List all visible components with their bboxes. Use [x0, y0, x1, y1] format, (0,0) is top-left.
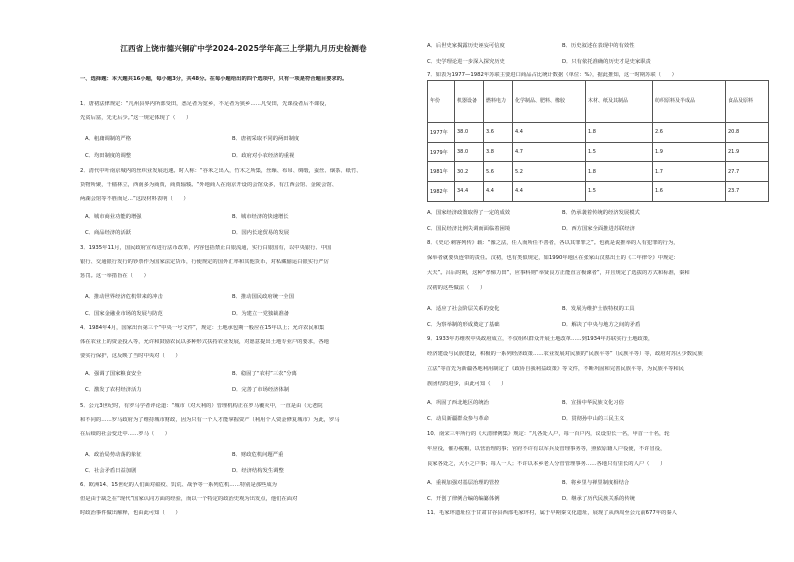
q5-option-a[interactable]: A．政治局势动荡的象征 — [85, 452, 142, 458]
q7-option-c[interactable]: C．国民经济比例失调而面临着困境 — [427, 226, 511, 232]
q7-stem: 7．如表为1977—1982年苏联主要进口商品占比统计数据（单位：%），据此推知，这一时期苏联（ ） — [427, 72, 677, 78]
q9-option-d[interactable]: D．贯彻孙中山的三民主义 — [562, 416, 625, 422]
q11-line-1: 11．毛家坪遗址位于甘肃甘谷县西部毛家坪村，属于早期秦文化遗址，展现了从西周至公元前677年的秦人 — [427, 510, 677, 516]
q8-option-d[interactable]: D．解决了中央与地方之间的矛盾 — [562, 322, 641, 328]
q4-option-c[interactable]: C．激发了农村经济活力 — [85, 387, 142, 393]
table-cell: 4.4 — [484, 182, 513, 202]
table-cell: 1.7 — [653, 162, 726, 182]
table-cell: 38.0 — [455, 142, 484, 162]
q6-option-b[interactable]: B．历史叙述在表现中的有效性 — [562, 43, 635, 49]
q2-line-2: 货物所聚，千樯林立，西南多为商贾，商贾辐辏。“外地商人在南京开设的会馆众多，有江西会馆、金陵会馆、 — [80, 182, 337, 188]
table-cell: 27.7 — [726, 162, 769, 182]
table-cell: 34.4 — [455, 182, 484, 202]
q2-line-3: 两湖会馆等不胜而足…”这段材料表明（ ） — [80, 196, 189, 202]
q3-option-b[interactable]: B．推动国民政府统一全国 — [232, 294, 294, 300]
q5-option-c[interactable]: C．社会矛盾日益加剧 — [85, 468, 137, 474]
table-cell: 4.4 — [513, 123, 586, 143]
table-cell: 1.5 — [586, 142, 653, 162]
table-row — [428, 142, 769, 162]
table-cell: 1977年 — [428, 123, 455, 143]
q4-line-2: 体在农业上的资金投入等，允许和鼓励农民以多种形式扶持农业发展，对愿意提出土地专业户的要求，各地 — [80, 339, 329, 345]
import-data-table — [427, 80, 769, 202]
q4-option-b[interactable]: B．稳固了“农村”三农”分离 — [232, 371, 297, 377]
table-header-cell: 木材、纸及其制品 — [586, 81, 653, 123]
table-cell: 1.5 — [586, 182, 653, 202]
table-header-cell: 机器设备 — [455, 81, 484, 123]
q2-option-b[interactable]: B．城市经济的快速增长 — [232, 214, 289, 220]
q2-option-d[interactable]: D．国内长途贸易的发展 — [232, 230, 290, 236]
q5-line-3: 在后续的社会变迁中……罗马（ ） — [80, 431, 171, 437]
q2-option-c[interactable]: C．商品经济的活跃 — [85, 230, 132, 236]
q9-line-2: 经济建设与民族建设，积极的一系列经济政策……农业发展对民族的“民族平等”（民族平等）等，政府对苏区少数民族 — [427, 351, 703, 357]
table-header-cell: 化学制品、肥料、橡胶 — [513, 81, 586, 123]
table-cell: 4.7 — [513, 142, 586, 162]
table-cell: 1.8 — [586, 162, 653, 182]
table-header-row — [428, 81, 769, 123]
q2-line-1: 2．清代中叶南京城内的丝织业发展迅速。时人称：“谷米之出入，竹木之所集，丝缫、布帛、绸缎，蚕丝、烟茶、纸竹、 — [80, 168, 362, 174]
q5-line-2: 和不同的……罗马政府为了维持城市财政，因为只有一个人才能掌握资产（利用个人资金修复城市）为此，罗马 — [80, 417, 340, 423]
q6-option-c[interactable]: C．史学理论进一步深入探究历史 — [427, 59, 505, 65]
q5-option-b[interactable]: B．财政危机问题严重 — [232, 452, 284, 458]
q6-option-a[interactable]: A．后世史家揭露历史诬妄可信度 — [427, 43, 505, 49]
table-cell: 5.6 — [484, 162, 513, 182]
q8-option-c[interactable]: C．为察举制的形成奠定了基础 — [427, 322, 500, 328]
q3-line-1: 3．1935年11月，国民政府宣布进行法币改革，内容包括禁止白银流通，实行白银国有，以中央银行、中国 — [80, 245, 332, 251]
q3-option-a[interactable]: A．推动世界经济危机带来的冲击 — [85, 294, 163, 300]
table-cell: 1979年 — [428, 142, 455, 162]
q7-option-b[interactable]: B．仍承袭着传统的经济发展模式 — [562, 210, 640, 216]
q6-option-d[interactable]: D．只有依托准确的历史才是史家职责 — [562, 59, 651, 65]
q5-option-d[interactable]: D．经济结构发生调整 — [232, 468, 284, 474]
q10-option-b[interactable]: B．将乡里与禅里制度相结合 — [562, 480, 630, 486]
section-heading: 一、选择题：本大题共16小题，每小题3分，共48分。在每小题给出的四个选项中，只有一项是符合题目要求的。 — [80, 76, 348, 82]
q8-line-2: 保举者就要负连带的责任。汉初，也有类似规定，如1990年地区在张家山汉墓出土的《二年律令》中规定： — [427, 255, 679, 261]
table-cell: 38.0 — [455, 123, 484, 143]
q9-line-4: 族团结的进步，由此可知（ ） — [427, 381, 507, 387]
q6-line-3: 时政治事件做出解释，也由此可知（ ） — [80, 510, 181, 516]
table-cell: 1.9 — [653, 142, 726, 162]
table-cell: 23.7 — [726, 182, 769, 202]
table-row — [428, 123, 769, 143]
q6-line-1: 6．欧洲14、15世纪的人们面对瘟疫、饥荒、战争等一系列危机……特别是那些成为 — [80, 482, 277, 488]
exam-title: 江西省上饶市德兴铜矿中学2024-2025学年高三上学期九月历史检测卷 — [120, 44, 367, 53]
q10-line-2: 年应役，催办税粮，以营治理的事；官府不许有以军兵及管理事务等，照依原籍人户役使，不许冒役， — [427, 446, 666, 452]
q4-line-1: 4．1984年4月，国家出台第三个“中央一号文件”，规定：土地承包期一般应在15年以上；允许农民和集 — [80, 325, 325, 331]
q7-option-a[interactable]: A．国家经济政策取得了一定的成效 — [427, 210, 511, 216]
q3-line-2: 银行、交通银行发行的钞票作为国家法定货币，行使规定的国外汇率和其他货币，对私藏偷运白银实行严厉 — [80, 259, 329, 265]
table-cell: 1981年 — [428, 162, 455, 182]
q4-option-d[interactable]: D．完善了市场经济体制 — [232, 387, 290, 393]
q10-option-d[interactable]: D．继承了历代民族关系的传统 — [562, 496, 635, 502]
q10-line-1: 10．南宋三年所行的《大清律例集》规定：“凡各处人户，每一百户内，议设里长一名，甲首一十名，轮 — [427, 431, 670, 437]
q3-line-3: 惩罚。这一举措旨在（ ） — [80, 273, 149, 279]
q8-line-3: 大夫”。吕后时期，这种“孝悌力田”，应事科则“举贤良方正能直言极谏者”，并且规定了选拔的方式和标准，秦和 — [427, 270, 690, 276]
table-header-cell: 纺织原料及半成品 — [653, 81, 726, 123]
q8-line-4: 汉初的这些做法（ ） — [427, 285, 486, 291]
q10-option-a[interactable]: A．重视加强对基层治理的管控 — [427, 480, 500, 486]
table-cell: 2.6 — [653, 123, 726, 143]
table-header-cell: 燃料电力 — [484, 81, 513, 123]
q1-option-c[interactable]: C．均田制度的调整 — [85, 153, 132, 159]
table-cell: 3.8 — [484, 142, 513, 162]
table-cell: 21.9 — [726, 142, 769, 162]
q8-option-a[interactable]: A．适应了社会阶层关系的变化 — [427, 306, 500, 312]
q9-line-1: 9．1933年苏维埃中央政府成立，不仅组织群众开展土地改革……到1934年苏联实行土地政策， — [427, 336, 654, 342]
q9-option-b[interactable]: B．宣扬中华民族文化习俗 — [562, 400, 624, 406]
table-header-cell: 食品及原料 — [726, 81, 769, 123]
q10-option-c[interactable]: C．开创了律例合编的编纂体例 — [427, 496, 500, 502]
q9-option-c[interactable]: C．动员新疆群众参与革命 — [427, 416, 489, 422]
q1-option-b[interactable]: B．唐初采取不同的两田制度 — [232, 136, 300, 142]
table-row — [428, 162, 769, 182]
q7-option-d[interactable]: D．西方国家全面推进苏联经济 — [562, 226, 635, 232]
q8-option-b[interactable]: B．发展为维护士族特权的工具 — [562, 306, 635, 312]
q1-line-2: 先贫后富，先无后少。”这一规定体现了（ ） — [80, 115, 192, 121]
table-header-cell: 年份 — [428, 81, 455, 123]
table-cell: 20.8 — [726, 123, 769, 143]
q6-line-2: 但是由于缺乏在“现代”国家认同方面的经验，而以一个特定的政治史观为出发点，他们在面对 — [80, 496, 298, 502]
table-cell: 3.6 — [484, 123, 513, 143]
table-cell: 30.2 — [455, 162, 484, 182]
q4-line-3: 要实行保护，这反映了当时中央对（ ） — [80, 353, 181, 359]
q4-option-a[interactable]: A．强调了国家粮食安全 — [85, 371, 142, 377]
q9-option-a[interactable]: A．巩固了西北地区的统治 — [427, 400, 489, 406]
table-cell: 1982年 — [428, 182, 455, 202]
q1-option-a[interactable]: A．租庸调制的严格 — [85, 136, 131, 142]
q2-option-a[interactable]: A．城市商业功能的增强 — [85, 214, 142, 220]
q3-option-c[interactable]: C．国家金融业市场的发展与防范 — [85, 311, 163, 317]
table-cell: 5.2 — [513, 162, 586, 182]
q1-line-1: 1．唐初法律规定：“凡州县界内所部受田，悉足者为宽乡，不足者为狭乡……凡受田，先课役者后不课役， — [80, 101, 330, 107]
q8-line-1: 8．《史记·刺客列传》载：“豫之法，任人而所任不善者，各以其罪罪之”。也就是说推举的人有犯罪的行为， — [427, 240, 679, 246]
q10-line-3: 良家各处之，大小之户事；每人一人；不许以本乡老人分管管理事务……各地只有里长的人户（ ） — [427, 461, 666, 467]
q1-option-d[interactable]: D．政府对小农经济的重视 — [232, 153, 295, 159]
table-cell: 1.6 — [653, 182, 726, 202]
q3-option-d[interactable]: D．为建立一党独裁准备 — [232, 311, 290, 317]
table-cell: 4.4 — [513, 182, 586, 202]
table-row — [428, 182, 769, 202]
q9-line-3: 立法”等首先为新疆各地利用制定了《政协自我利益政策》等文件，不断巩固和完善民族平等，为民族平等和民 — [427, 366, 684, 372]
q5-line-1: 5．公元3世纪时，有罗马学者评论道：“城市（对大利的）管理机构正在罗马覆灭中，一直是由（元老院 — [80, 403, 323, 409]
table-cell: 1.8 — [586, 123, 653, 143]
